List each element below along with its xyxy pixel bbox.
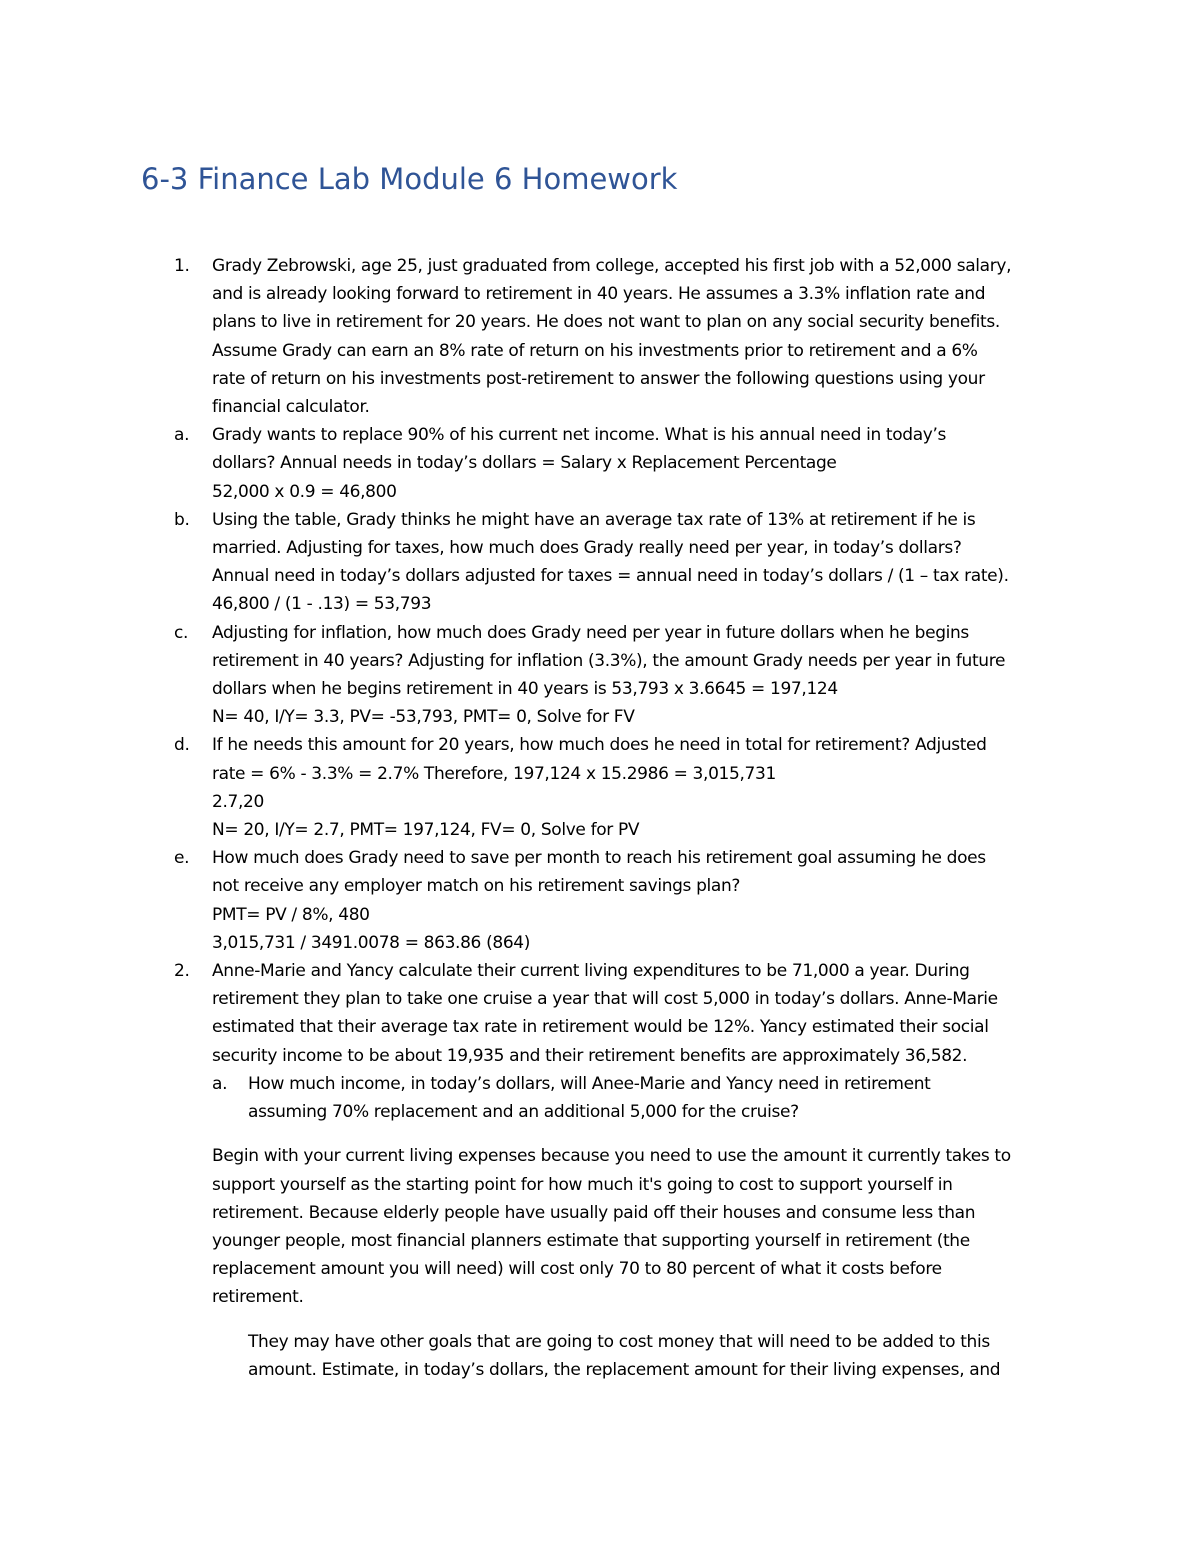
question-2 <box>0 957 1092 1070</box>
list-letter: b. <box>174 509 190 530</box>
text-line: rate = 6% - 3.3% = 2.7% Therefore, 197,124 x 15.2986 = 3,015,731 <box>212 763 776 784</box>
question-1d <box>0 731 1092 844</box>
text-line: Begin with your current living expenses because you need to use the amount it currently takes to <box>212 1146 1011 1167</box>
question-1c <box>0 619 1092 732</box>
list-letter: e. <box>174 848 190 869</box>
list-number: 2. <box>174 961 190 982</box>
text-line: support yourself as the starting point for how much it's going to cost to support yourself in <box>212 1174 953 1195</box>
text-line: Anne-Marie and Yancy calculate their current living expenditures to be 71,000 a year. During <box>212 961 970 982</box>
answer-line: PMT= PV / 8%, 480 <box>212 904 370 925</box>
list-number: 1. <box>174 256 190 276</box>
answer-paragraph <box>0 1142 1092 1311</box>
text-line: replacement amount you will need) will cost only 70 to 80 percent of what it costs before <box>212 1259 942 1280</box>
question-2a <box>0 1070 1088 1126</box>
list-letter: d. <box>174 735 190 756</box>
text-line: married. Adjusting for taxes, how much does Grady really need per year, in today’s dollars? <box>212 538 962 559</box>
answer-line: 52,000 x 0.9 = 46,800 <box>212 481 397 502</box>
page-title: 6-3 Finance Lab Module 6 Homework <box>141 162 678 196</box>
text-line: security income to be about 19,935 and their retirement benefits are approximately 36,582. <box>212 1045 968 1066</box>
answer-line: N= 20, I/Y= 2.7, PMT= 197,124, FV= 0, Solve for PV <box>212 820 640 841</box>
text-line: amount. Estimate, in today’s dollars, the replacement amount for their living expenses, and <box>248 1359 1001 1380</box>
text-line: retirement. <box>212 1287 304 1308</box>
document-body <box>0 252 1200 1384</box>
text-line: financial calculator. <box>212 397 370 418</box>
text-line: Adjusting for inflation, how much does Grady need per year in future dollars when he begins <box>212 622 969 643</box>
text-line: dollars? Annual needs in today’s dollars = Salary x Replacement Percentage <box>212 453 837 474</box>
text-line: Annual need in today’s dollars adjusted for taxes = annual need in today’s dollars / (1 – tax rate). <box>212 566 1009 587</box>
answer-paragraph-continued <box>0 1328 1088 1384</box>
list-letter: a. <box>174 425 190 446</box>
text-line: How much income, in today’s dollars, will Anee-Marie and Yancy need in retirement <box>248 1073 931 1094</box>
text-line: dollars when he begins retirement in 40 years is 53,793 x 3.6645 = 197,124 <box>212 679 838 700</box>
question-1b <box>0 506 1092 619</box>
list-letter: c. <box>174 622 189 643</box>
text-line: and is already looking forward to retirement in 40 years. He assumes a 3.3% inflation rate and <box>212 284 986 305</box>
list-letter: a. <box>212 1073 228 1094</box>
answer-line: 46,800 / (1 - .13) = 53,793 <box>212 594 432 615</box>
text-line: They may have other goals that are going to cost money that will need to be added to this <box>248 1331 990 1352</box>
answer-line: 3,015,731 / 3491.0078 = 863.86 (864) <box>212 932 531 953</box>
text-line: estimated that their average tax rate in retirement would be 12%. Yancy estimated their social <box>212 1017 989 1038</box>
text-line: How much does Grady need to save per month to reach his retirement goal assuming he does <box>212 848 986 869</box>
text-line: retirement in 40 years? Adjusting for inflation (3.3%), the amount Grady needs per year in future <box>212 650 1006 671</box>
text-line: plans to live in retirement for 20 years. He does not want to plan on any social security benefits. <box>212 312 1000 333</box>
text-line: retirement they plan to take one cruise a year that will cost 5,000 in today’s dollars. Anne-Marie <box>212 989 998 1010</box>
answer-line: 2.7,20 <box>212 791 264 812</box>
text-line: If he needs this amount for 20 years, how much does he need in total for retirement? Adjusted <box>212 735 987 756</box>
text-line: Assume Grady can earn an 8% rate of return on his investments prior to retirement and a 6% <box>212 340 978 361</box>
answer-line: N= 40, I/Y= 3.3, PV= -53,793, PMT= 0, Solve for FV <box>212 707 635 728</box>
question-1e <box>0 844 1092 957</box>
text-line: Grady wants to replace 90% of his current net income. What is his annual need in today’s <box>212 425 947 446</box>
text-line: assuming 70% replacement and an additional 5,000 for the cruise? <box>248 1102 799 1123</box>
text-line: Grady Zebrowski, age 25, just graduated from college, accepted his first job with a 52,000 salary, <box>212 256 1012 276</box>
question-1a <box>0 421 1092 506</box>
text-line: not receive any employer match on his retirement savings plan? <box>212 876 741 897</box>
text-line: retirement. Because elderly people have usually paid off their houses and consume less than <box>212 1202 976 1223</box>
text-line: younger people, most financial planners estimate that supporting yourself in retirement (the <box>212 1230 970 1251</box>
text-line: rate of return on his investments post-retirement to answer the following questions using your <box>212 368 985 389</box>
question-1 <box>0 252 1092 421</box>
text-line: Using the table, Grady thinks he might have an average tax rate of 13% at retirement if he is <box>212 509 976 530</box>
